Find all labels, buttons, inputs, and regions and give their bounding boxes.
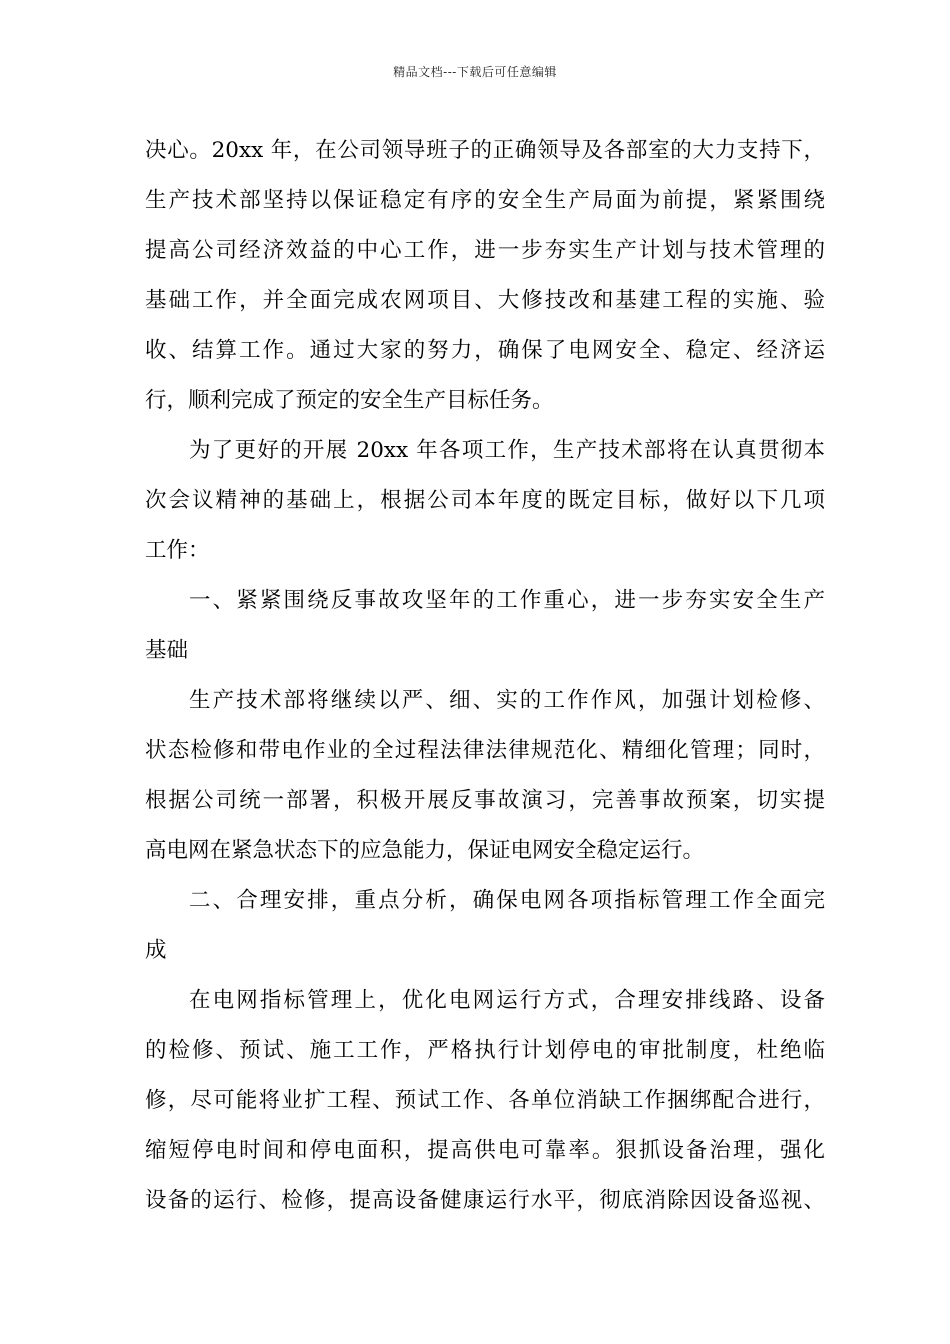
page-header: 精品文档---下载后可任意编辑 <box>393 65 557 79</box>
text-line: 生产技术部坚持以保证稳定有序的安全生产局面为前提，紧紧围绕 <box>145 188 825 213</box>
section-heading <box>145 576 825 676</box>
document-body <box>145 126 825 1226</box>
text-line: 根据公司统一部署，积极开展反事故演习，完善事故预案，切实提 <box>145 788 825 813</box>
text-line: 次会议精神的基础上，根据公司本年度的既定目标，做好以下几项 <box>145 488 825 513</box>
paragraph <box>145 976 825 1226</box>
text-line: 为了更好的开展 20xx 年各项工作，生产技术部将在认真贯彻本 <box>189 438 825 463</box>
text-line: 决心。20xx 年，在公司领导班子的正确领导及各部室的大力支持下， <box>145 138 825 163</box>
text-line: 状态检修和带电作业的全过程法律法律规范化、精细化管理；同时， <box>145 738 825 763</box>
text-line: 的检修、预试、施工工作，严格执行计划停电的审批制度，杜绝临 <box>145 1038 825 1063</box>
text-line: 在电网指标管理上，优化电网运行方式，合理安排线路、设备 <box>189 988 825 1013</box>
text-line: 行，顺利完成了预定的安全生产目标任务。 <box>145 388 554 413</box>
text-line: 二、合理安排，重点分析，确保电网各项指标管理工作全面完 <box>189 888 825 913</box>
paragraph <box>145 126 825 426</box>
text-line: 修，尽可能将业扩工程、预试工作、各单位消缺工作捆绑配合进行， <box>145 1088 825 1113</box>
text-line: 一、紧紧围绕反事故攻坚年的工作重心，进一步夯实安全生产 <box>189 588 825 613</box>
text-line: 高电网在紧急状态下的应急能力，保证电网安全稳定运行。 <box>145 838 705 863</box>
text-line: 成 <box>145 938 167 963</box>
text-line: 设备的运行、检修，提高设备健康运行水平，彻底消除因设备巡视、 <box>145 1188 825 1213</box>
text-line: 基础工作，并全面完成农网项目、大修技改和基建工程的实施、验 <box>145 288 825 313</box>
text-line: 提高公司经济效益的中心工作，进一步夯实生产计划与技术管理的 <box>145 238 825 263</box>
text-line: 工作： <box>145 538 210 563</box>
text-line: 生产技术部将继续以严、细、实的工作作风，加强计划检修、 <box>189 688 825 713</box>
paragraph <box>145 676 825 876</box>
text-line: 基础 <box>145 638 189 663</box>
text-line: 收、结算工作。通过大家的努力，确保了电网安全、稳定、经济运 <box>145 338 825 363</box>
text-line: 缩短停电时间和停电面积，提高供电可靠率。狠抓设备治理，强化 <box>145 1138 825 1163</box>
paragraph <box>145 426 825 576</box>
section-heading <box>145 876 825 976</box>
